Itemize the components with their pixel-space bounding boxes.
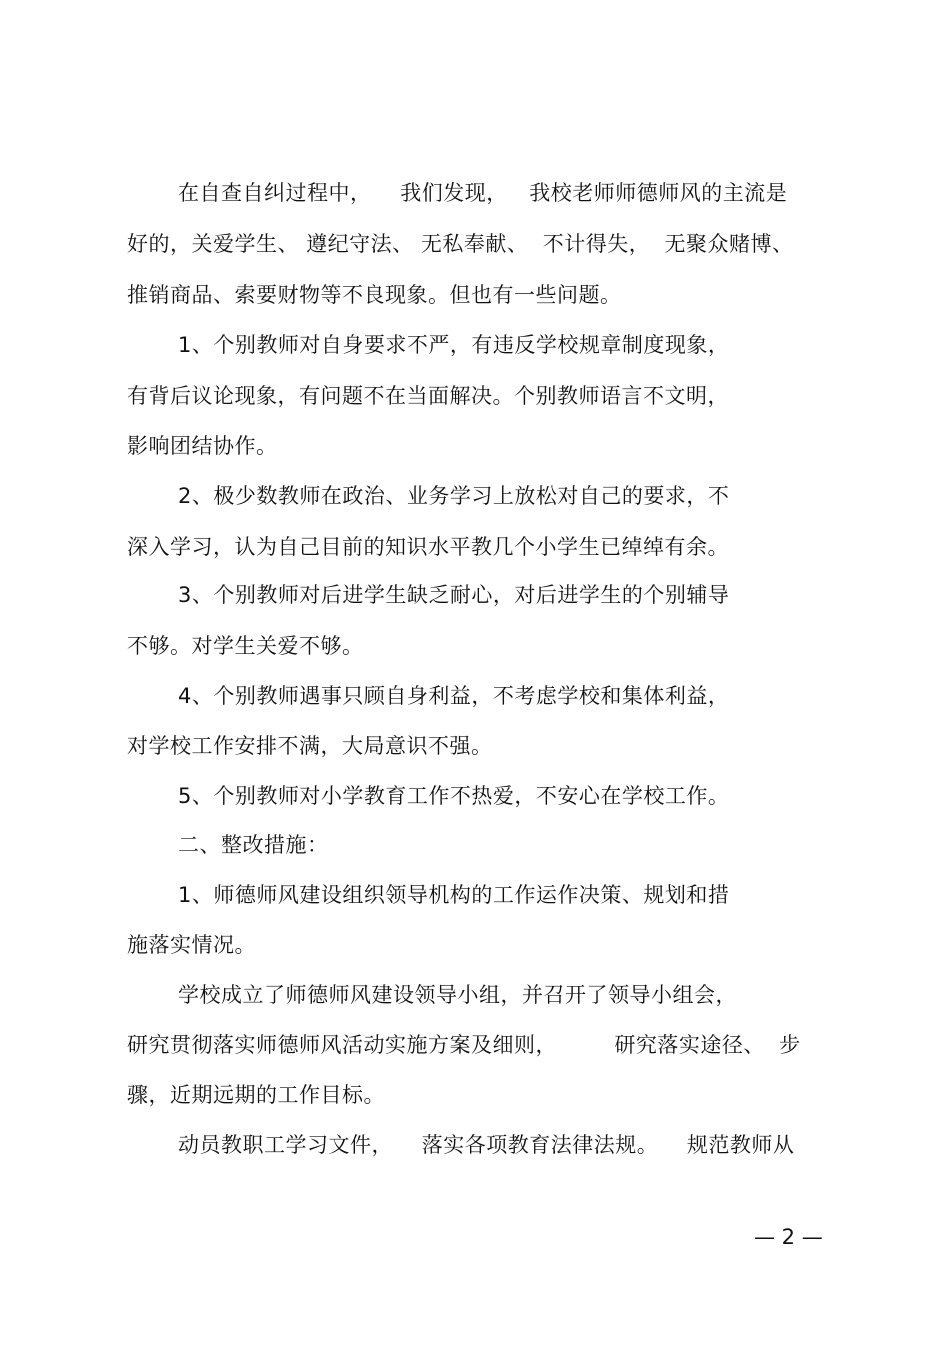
text-line: 动员教职工学习文件， 落实各项教育法律法规。 规范教师从 xyxy=(178,1133,795,1157)
text-line: 影响团结协作。 xyxy=(127,434,278,458)
text-line: 4、个别教师遇事只顾自身利益，不考虑学校和集体利益， xyxy=(178,684,730,708)
page-number: — 2 — xyxy=(754,1225,823,1249)
text-line: 不够。对学生关爱不够。 xyxy=(127,634,364,658)
text-line: 好的，关爱学生、 遵纪守法、 无私奉献、 不计得失， 无聚众赌博、 xyxy=(127,232,794,256)
text-line: 有背后议论现象，有问题不在当面解决。个别教师语言不文明， xyxy=(127,384,729,408)
text-line: 学校成立了师德师风建设领导小组，并召开了领导小组会， xyxy=(178,983,737,1007)
text-line: 5、个别教师对小学教育工作不热爱，不安心在学校工作。 xyxy=(178,784,730,808)
text-line: 骤，近期远期的工作目标。 xyxy=(127,1083,385,1107)
text-line: 在自查自纠过程中， 我们发现， 我校老师师德师风的主流是 xyxy=(178,181,788,205)
text-line: 推销商品、索要财物等不良现象。但也有一些问题。 xyxy=(127,283,622,307)
text-line: 3、个别教师对后进学生缺乏耐心，对后进学生的个别辅导 xyxy=(178,583,730,607)
text-line: 对学校工作安排不满，大局意识不强。 xyxy=(127,734,493,758)
text-line: 1、师德师风建设组织领导机构的工作运作决策、规划和措 xyxy=(178,883,730,907)
text-line: 1、个别教师对自身要求不严，有违反学校规章制度现象， xyxy=(178,333,730,357)
text-line: 2、极少数教师在政治、业务学习上放松对自己的要求，不 xyxy=(178,484,730,508)
text-line: 研究贯彻落实师德师风活动实施方案及细则， 研究落实途径、 步 xyxy=(127,1033,801,1057)
text-line: 施落实情况。 xyxy=(127,933,256,957)
section-heading: 二、整改措施： xyxy=(178,833,329,857)
text-line: 深入学习，认为自己目前的知识水平教几个小学生已绰绰有余。 xyxy=(127,535,729,559)
